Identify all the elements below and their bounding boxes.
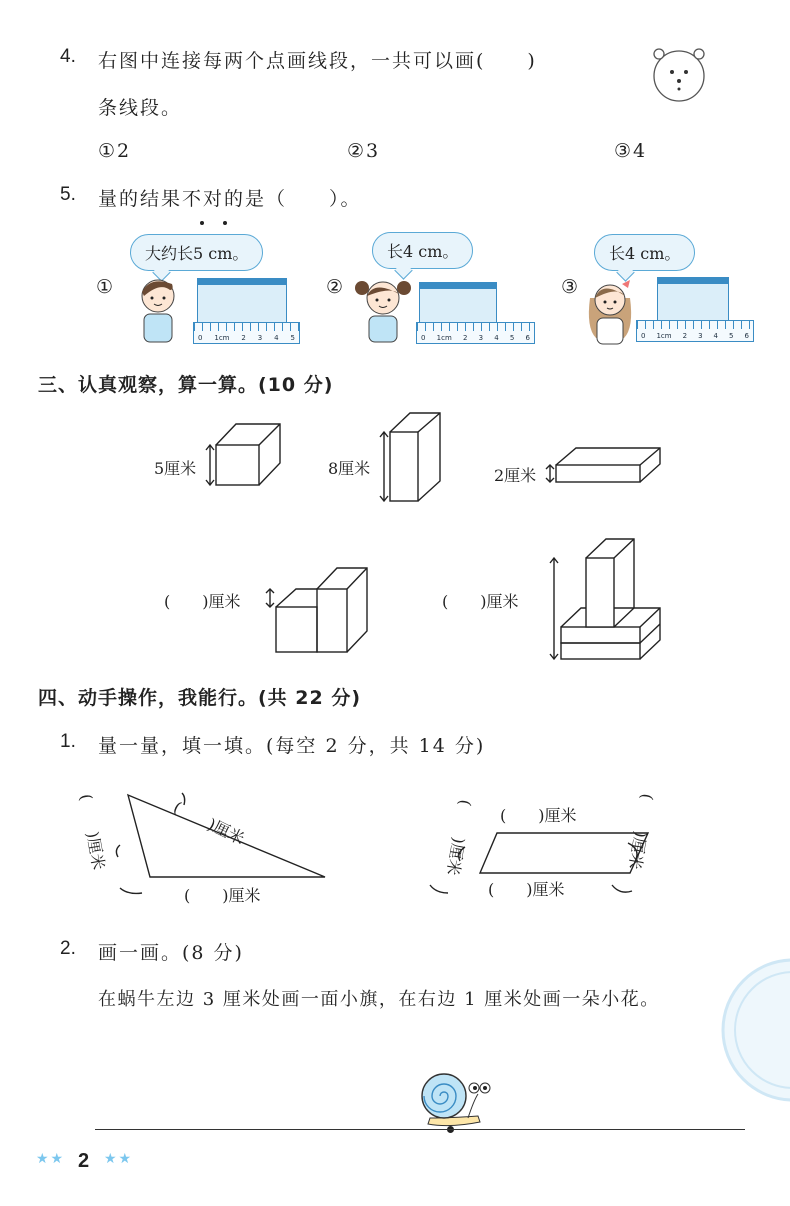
q5-item3-block bbox=[657, 277, 729, 322]
q5-item1-marker: ① bbox=[96, 276, 114, 298]
section3-label-flat: 2厘米 bbox=[494, 466, 537, 485]
q4-text-line1: 右图中连接每两个点画线段，一共可以画( ) bbox=[98, 50, 537, 72]
s4-q1-text: 量一量，填一填。(每空 2 分，共 14 分) bbox=[98, 735, 486, 757]
q5-item1-ruler: 0 1cm 2 3 4 5 bbox=[193, 322, 300, 344]
section3-title: 三、认真观察，算一算。(10 分) bbox=[38, 374, 334, 396]
triangle-bottom-label: ( )厘米 bbox=[184, 886, 261, 905]
q5-item2-ruler: 0 1cm 2 3 4 5 6 bbox=[416, 322, 535, 344]
s4-q1-number: 1. bbox=[60, 731, 76, 752]
q5-item3-girl-icon bbox=[582, 278, 638, 346]
q5-item2-marker: ② bbox=[326, 276, 344, 298]
parallelogram-left-label: ( )厘米 bbox=[443, 798, 476, 877]
q5-item1-speech: 大约长5 cm。 bbox=[130, 234, 263, 271]
q4-number: 4. bbox=[60, 46, 76, 67]
watermark-seal-icon bbox=[718, 955, 790, 1105]
section3-answer-2: ( )厘米 bbox=[442, 592, 519, 611]
s4-q1-shapes-figure bbox=[0, 775, 790, 915]
parallelogram-bottom-label: ( )厘米 bbox=[488, 880, 565, 899]
q5-item2-block bbox=[419, 282, 497, 325]
q5-text: 量的结果不对的是（ ）。 bbox=[98, 188, 362, 210]
section3-cuboids-figure bbox=[0, 405, 790, 670]
parallelogram-top-label: ( )厘米 bbox=[500, 806, 577, 825]
q5-number: 5. bbox=[60, 184, 76, 205]
s4-q2-number: 2. bbox=[60, 938, 76, 959]
q5-emphasis-dots bbox=[200, 210, 227, 229]
q4-option-3: ③4 bbox=[614, 140, 648, 162]
triangle-hyp-label: ( )厘米 bbox=[170, 797, 248, 849]
q5-item3-marker: ③ bbox=[561, 276, 579, 298]
baseline bbox=[95, 1129, 745, 1130]
q4-dots-figure bbox=[650, 44, 708, 104]
q5-item2-girl-icon bbox=[352, 276, 414, 346]
q5-item1-boy-icon bbox=[130, 276, 190, 346]
section3-answer-1: ( )厘米 bbox=[164, 592, 241, 611]
q5-item2-speech: 长4 cm。 bbox=[372, 232, 473, 269]
q4-text-line2: 条线段。 bbox=[98, 97, 183, 119]
triangle-left-label: ( )厘米 bbox=[76, 792, 109, 872]
section4-title: 四、动手操作，我能行。(共 22 分) bbox=[38, 687, 362, 709]
footer-stars-right: ★★ bbox=[104, 1151, 134, 1167]
s4-q2-instruction: 在蜗牛左边 3 厘米处画一面小旗，在右边 1 厘米处画一朵小花。 bbox=[98, 989, 660, 1010]
q5-item1-block bbox=[197, 278, 287, 325]
q5-item3-ruler: 0 1cm 2 3 4 5 6 bbox=[636, 320, 754, 342]
page-number: 2 bbox=[78, 1150, 90, 1172]
section3-label-tall: 8厘米 bbox=[328, 459, 371, 478]
q4-option-1: ①2 bbox=[98, 140, 132, 162]
q5-item3-speech: 长4 cm。 bbox=[594, 234, 695, 271]
section3-label-cube: 5厘米 bbox=[154, 459, 197, 478]
parallelogram-right-label: ( )厘米 bbox=[625, 792, 658, 871]
footer-stars-left: ★★ bbox=[36, 1151, 66, 1167]
q4-option-2: ②3 bbox=[347, 140, 381, 162]
s4-q2-text: 画一画。(8 分) bbox=[98, 942, 244, 964]
